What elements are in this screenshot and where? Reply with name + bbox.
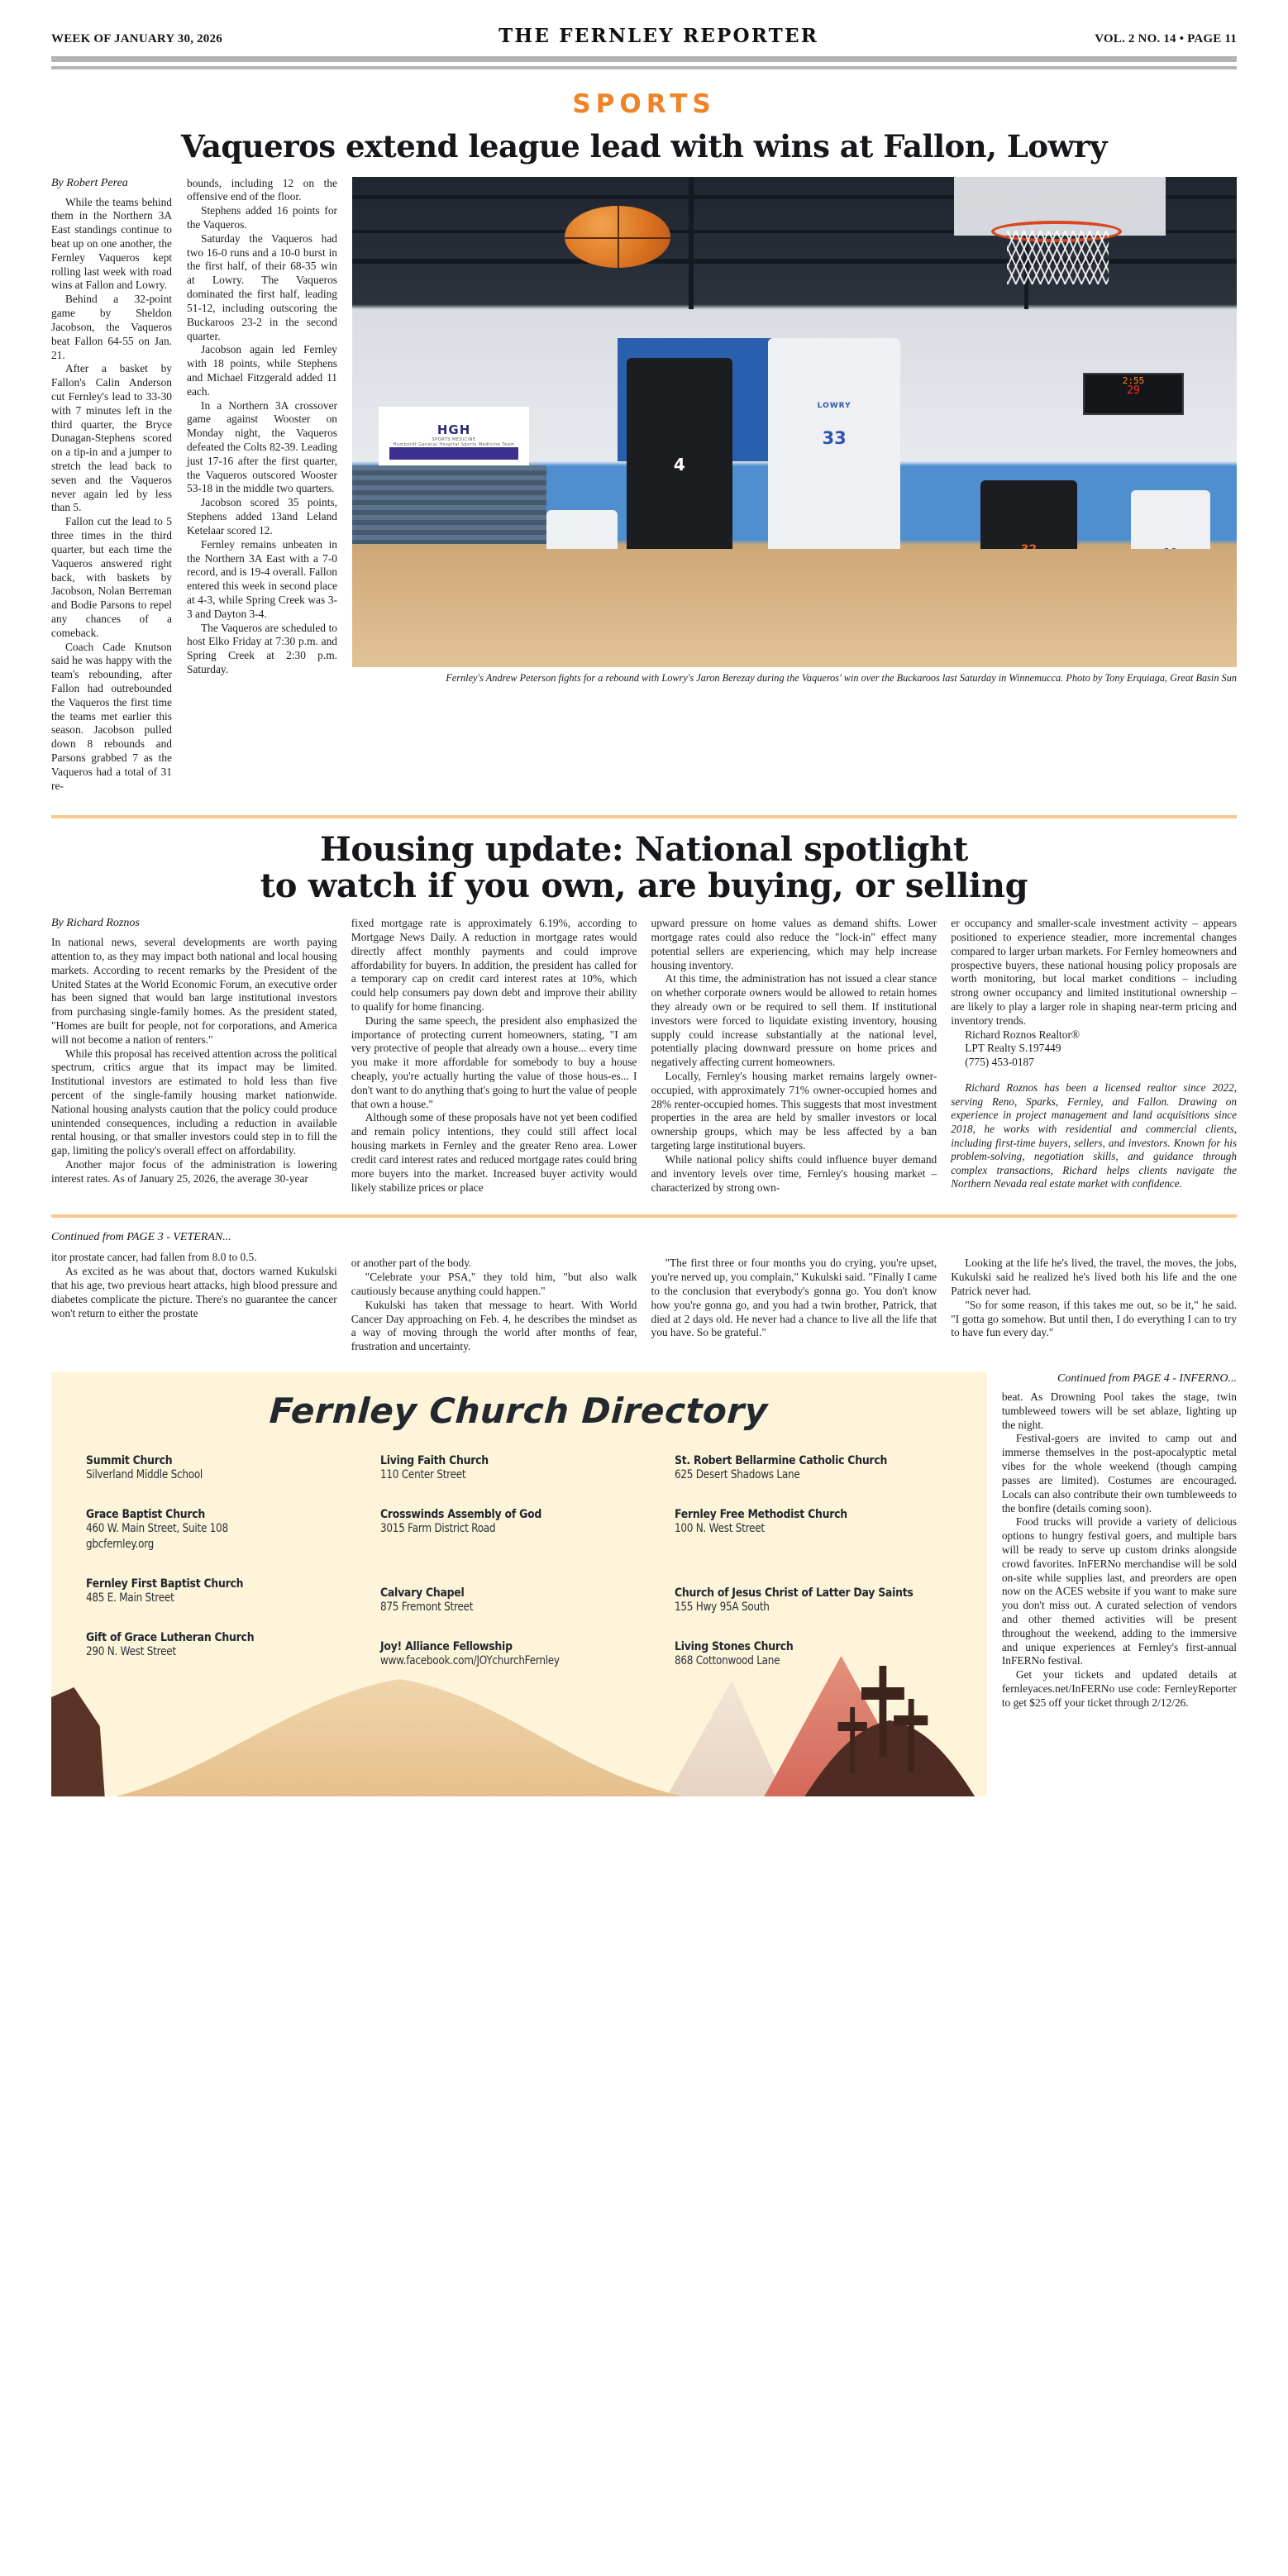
paragraph: upward pressure on home values as demand shifts. Lower mortgage rates could also reduce the "lock-in" effect many potential sellers are experiencing, which may help increase housing inventory. <box>651 917 937 971</box>
paragraph: Coach Cade Knutson said he was happy with the team's rebounding, after Fallon had outrebounded the Vaqueros the first time the teams met earlier this season. Jacobson pulled down 8 rebounds and Parsons grabbed 7 as the Vaqueros had a total of 31 re- <box>51 640 172 792</box>
list-item <box>380 1640 648 1669</box>
paragraph: As excited as he was about that, doctors warned Kukulski that his age, two previous heart attacks, high blood pressure and diabetes complicate the picture. There's no guarantee the cancer won't return to either the prostate <box>51 1265 337 1319</box>
church-name: Fernley First Baptist Church <box>86 1577 244 1591</box>
sponsor-detail: Humboldt General Hospital Sports Medicine Team <box>393 442 515 448</box>
list-item <box>380 1454 648 1483</box>
housing-column-2 <box>351 917 637 1195</box>
paragraph: "The first three or four months you do crying, you're upset, you're nerved up, you complain," Kukulski said. "Finally I came to the conclusion that everybody's gonna go. You don't know how you're gonna go, and you had a twin brother, Patrick, that died at 2 days old. He never had a chance to live all the life that you have. So be grateful." <box>651 1257 937 1339</box>
church-address: 875 Fremont Street <box>380 1600 474 1614</box>
church-name: Living Faith Church <box>380 1454 489 1468</box>
paragraph: Another major focus of the administration is lowering interest rates. As of January 25, 2026, the average 30-year <box>51 1158 337 1185</box>
bleachers <box>352 465 546 544</box>
church-directory <box>51 1372 987 1796</box>
bottom-section <box>51 1372 1237 1796</box>
scoreboard-number: 29 <box>1127 384 1140 398</box>
paragraph: At this time, the administration has not issued a clear stance on whether corporate owners would be allowed to retain homes they already own or be required to sell them. If institutional investors were forced to liquidate existing inventory, housing supply could increase substantially at the national level, potentially placing downward pressure on home prices and negatively affecting current homeowners. <box>651 972 937 1069</box>
paragraph: itor prostate cancer, had fallen from 8.0 to 0.5. <box>51 1251 257 1264</box>
list-item <box>380 1586 648 1615</box>
inferno-continued-column <box>1002 1372 1237 1796</box>
housing-byline: By Richard Roznos <box>51 917 140 930</box>
masthead-title: THE FERNLEY REPORTER <box>499 25 819 47</box>
veteran-continued-article <box>51 1231 1237 1354</box>
paragraph: Jacobson scored 35 points, Stephens added 13and Leland Ketelaar scored 12. <box>187 496 337 537</box>
continued-from-veteran: Continued from PAGE 3 - VETERAN... <box>51 1231 231 1244</box>
paragraph: Food trucks will provide a variety of delicious options to hungry festival goers, and multiple bars will be ready to serve up custom drinks alongside crowd favorites. InFERNo merchandise will be sold on-site while supplies last, and preorders are open now on the ACES website if you want to make sure you don't miss out. A curated selection of vendors and other themed activities will be present throughout the weekend, adding to the immersive and unique experiences at Fernley's first-annual InFERNo festival. <box>1001 1515 1237 1667</box>
masthead-date: WEEK OF JANUARY 30, 2026 <box>51 32 222 45</box>
paragraph: While the teams behind them in the Northern 3A East standings continue to beat up on one another, the Fernley Vaqueros kept rolling last week with road wins at Fallon and Lowry. <box>51 195 172 292</box>
paragraph: Fernley remains unbeaten in the Northern 3A East with a 7-0 record, and is 19-4 overall. Fallon entered this week in second place at 4-3, while Spring Creek was 3-3 and Dayton 3-4. <box>187 537 337 620</box>
paragraph: The Vaqueros are scheduled to host Elko Friday at 7:30 p.m. and Spring Creek at 2:30 p.m. Saturday. <box>187 621 337 676</box>
paragraph: "So for some reason, if this takes me out, so be it," he said. "I gotta go somehow. But until then, I do everything I can to try to have fun every day." <box>951 1298 1237 1339</box>
veteran-column-3 <box>651 1231 937 1354</box>
realtor-license: LPT Realty S.197449 <box>965 1042 1061 1055</box>
church-address: 290 N. West Street <box>86 1644 176 1658</box>
church-website[interactable]: www.facebook.com/JOYchurchFernley <box>380 1653 560 1667</box>
church-address: 485 E. Main Street <box>86 1591 174 1605</box>
list-item <box>675 1586 952 1615</box>
continued-from-inferno: Continued from PAGE 4 - INFERNO... <box>1057 1372 1237 1386</box>
scoreboard <box>1083 373 1184 415</box>
church-name: Church of Jesus Christ of Latter Day Saints <box>675 1586 914 1600</box>
list-item <box>86 1454 354 1483</box>
directory-columns <box>51 1431 987 1694</box>
list-item <box>675 1508 952 1537</box>
sponsor-bar <box>389 447 518 460</box>
sports-column-1 <box>51 177 172 794</box>
scoreboard-time: 2:55 <box>1122 374 1145 386</box>
masthead-rule-thin <box>51 66 1237 69</box>
basketball-rebound-photo <box>352 177 1237 667</box>
church-name: Gift of Grace Lutheran Church <box>86 1630 255 1644</box>
gym-floor <box>352 549 1237 666</box>
basketball-icon <box>565 206 670 268</box>
spacer <box>380 1562 648 1586</box>
paragraph: "Celebrate your PSA," they told him, "but also walk cautiously because anything could happen." <box>351 1271 637 1297</box>
church-website[interactable]: gbcfernley.org <box>86 1537 155 1551</box>
paragraph: In a Northern 3A crossover game against Wooster on Monday night, the Vaqueros defeated the Colts 82-39. Leading just 17-16 after the first quarter, the Vaqueros outscored Wooster 53-18 in the middle two quarters. <box>187 398 337 495</box>
sponsor-subtitle: SPORTS MEDICINE <box>432 437 476 443</box>
list-item <box>86 1508 354 1553</box>
paragraph: Behind a 32-point game by Sheldon Jacobson, the Vaqueros beat Fallon 64-55 on Jan. 21. <box>51 293 172 361</box>
divider-orange-veteran <box>51 1214 1237 1218</box>
housing-column-4 <box>951 917 1237 1195</box>
list-item <box>675 1454 952 1483</box>
church-name: Crosswinds Assembly of God <box>380 1507 542 1521</box>
paragraph: While this proposal has received attention across the political spectrum, critics argue that its impact may be limited. Institutional investors are estimated to hold less than five percent of the single-family housing market nationwide. National housing analysts caution that the policy could produce unintended consequences, including a reduction in available rental housing, or that smaller investors could step in to fill the gap, limiting the policy's overall effect on affordability. <box>51 1047 337 1157</box>
player-vaqueros-4: 4 <box>627 358 732 627</box>
church-name: Calvary Chapel <box>380 1586 465 1600</box>
paragraph: Saturday the Vaqueros had two 16-0 runs and a 10-0 burst in the first half, of their 68-35 win at Lowry. The Vaqueros dominated the first half, leading 51-12, including outscoring the Buckaroos 23-2 in the second quarter. <box>187 231 337 342</box>
sports-photo-block <box>352 177 1237 794</box>
list-item <box>380 1508 648 1537</box>
realtor-bio: Richard Roznos has been a licensed realtor since 2022, serving Reno, Sparks, Fernley, and Fallon. Drawing on experience in project management and land acquisitions since 2018, he works with residential and commercial clients, including first-time buyers, sellers, and investors. Known for his problem-solving, negotiation skills, and guidance through complex transactions, Richard helps clients navigate the Northern Nevada real estate market with confidence. <box>951 1081 1237 1190</box>
church-address: 110 Center Street <box>380 1468 466 1482</box>
paragraph: Looking at the life he's lived, the travel, the moves, the jobs, Kukulski said he realized he's lived both his life and the one Patrick never had. <box>951 1257 1237 1297</box>
housing-headline-line1: Housing update: National spotlight <box>319 829 969 869</box>
paragraph: Festival-goers are invited to camp out and immerse themselves in the post-apocalyptic metal vibes for the whole weekend (though camping passes are limited). Costumes are encouraged. Locals can also contribute their own tumbleweeds to the bonfire (details coming soon). <box>1001 1432 1237 1515</box>
church-address: 868 Cottonwood Lane <box>675 1653 780 1667</box>
list-item <box>675 1640 952 1669</box>
paragraph: fixed mortgage rate is approximately 6.19%, according to Mortgage News Daily. A reduction in mortgage rates would directly affect monthly payments and could improve affordability for buyers. In addition, the president has called for a temporary cap on credit card interest rates at 10%, which could help consumers pay down debt and improve their ability to qualify for home financing. <box>351 917 637 1013</box>
sports-headline: Vaqueros extend league lead with wins at Fallon, Lowry <box>181 128 1107 165</box>
church-name: St. Robert Bellarmine Catholic Church <box>675 1454 888 1468</box>
directory-column-1 <box>86 1454 354 1694</box>
church-address: 155 Hwy 95A South <box>675 1600 770 1614</box>
masthead-rule-thick <box>51 56 1237 62</box>
section-label-sports: SPORTS <box>572 89 716 119</box>
player-lowry-33: 33 LOWRY <box>768 338 901 627</box>
church-name: Joy! Alliance Fellowship <box>380 1639 513 1653</box>
sports-column-2 <box>187 177 337 794</box>
masthead-volume: VOL. 2 NO. 14 • PAGE 11 <box>1095 32 1237 45</box>
paragraph: During the same speech, the president also emphasized the importance of protecting current homeowners, stating, "I am very protective of people that already own a house... every time you make it more affordable for somebody to buy a house cheaply, you're actually hurting the value of those hous-es... I don't want to do anything that's going to hurt the value of people that own a house." <box>351 1014 637 1110</box>
paragraph: Fallon cut the lead to 5 three times in the third quarter, but each time the Vaqueros answered right back, with baskets by Jacobson, Nolan Berreman and Bodie Parsons to repel any chances of a comeback. <box>51 515 172 639</box>
church-address: 100 N. West Street <box>675 1521 766 1535</box>
paragraph: bounds, including 12 on the offensive end of the floor. <box>187 176 337 203</box>
paragraph: beat. As Drowning Pool takes the stage, twin tumbleweed towers will be set ablaze, lighting up the night. <box>1001 1391 1237 1431</box>
sports-byline: By Robert Perea <box>51 176 128 189</box>
paragraph: or another part of the body. <box>351 1257 472 1270</box>
paragraph: Although some of these proposals have not yet been codified and remain policy intentions, they could still affect local housing markets in Fernley and the greater Reno area. Lower credit card interest rates and reduced mortgage rates could bring more buyers into the market. Increased buyer activity would likely stabilize prices or place <box>351 1111 637 1194</box>
church-address: 3015 Farm District Road <box>380 1521 496 1535</box>
directory-column-3 <box>675 1454 952 1694</box>
church-name: Grace Baptist Church <box>86 1507 205 1521</box>
veteran-column-4 <box>951 1231 1237 1354</box>
paragraph: Locally, Fernley's housing market remains largely owner-occupied, with approximately 71% owner-occupied homes and 28% renter-occupied homes. This suggests that most investment properties in the area are held by smaller investors or local ownership groups, which may be less affected by a ban targeting large institutional buyers. <box>651 1070 937 1152</box>
photo-caption: Fernley's Andrew Peterson fights for a rebound with Lowry's Jaron Berezay during the Vaqueros' win over the Buckaroos last Saturday in Winnemucca. Photo by Tony Erquiaga, Great Basin Sun <box>446 671 1237 684</box>
divider-orange-housing <box>51 815 1237 818</box>
directory-title: Fernley Church Directory <box>268 1391 769 1432</box>
church-address: 625 Desert Shadows Lane <box>675 1468 800 1482</box>
paragraph: Get your tickets and updated details at fernleyaces.net/InFERNo use code: FernleyReporter to get $25 off your ticket through 2/12/26. <box>1001 1668 1237 1709</box>
paragraph: er occupancy and smaller-scale investment activity – appears positioned to experience steadier, more incremental changes compared to larger urban markets. For Fernley homeowners and prospective buyers, these national housing policy proposals are worth monitoring, but local market conditions – including strong owner occupancy and limited institutional ownership – are likely to play a larger role in shaping near-term pricing and inventory trends. <box>951 917 1237 1027</box>
paragraph: Kukulski has taken that message to heart. With World Cancer Day approaching on Feb. 4, he describes the mindset as a way of moving through the world after months of fear, frustration and uncertainty. <box>351 1298 637 1353</box>
directory-column-2 <box>380 1454 648 1694</box>
church-name: Summit Church <box>86 1454 173 1468</box>
sports-article <box>51 177 1237 794</box>
list-item <box>86 1631 354 1660</box>
paragraph: While national policy shifts could influence buyer demand and inventory levels over time, Fernley's housing market – characterized by strong own- <box>651 1152 937 1194</box>
church-name: Living Stones Church <box>675 1639 794 1653</box>
masthead <box>51 0 1237 47</box>
housing-headline-line2: to watch if you own, are buying, or selling <box>260 866 1028 906</box>
realtor-name: Richard Roznos Realtor® <box>965 1028 1080 1041</box>
sponsor-logo-text: HGH <box>436 422 471 438</box>
veteran-column-2 <box>351 1231 637 1354</box>
housing-column-3 <box>651 917 937 1195</box>
realtor-phone: (775) 453-0187 <box>965 1056 1034 1069</box>
list-item <box>86 1577 354 1606</box>
veteran-column-1 <box>51 1231 337 1354</box>
paragraph: In national news, several developments are worth paying attention to, as they may impact both national and local housing markets. According to recent remarks by the President of the United States at the World Economic Forum, an executive order has been signed that would ban large institutional investors from purchasing single-family homes. As the president stated, "Homes are built for people, not for corporations, and America will not become a nation of renters." <box>51 936 337 1046</box>
housing-article <box>51 917 1237 1195</box>
spacer <box>675 1562 952 1586</box>
church-name: Fernley Free Methodist Church <box>675 1507 848 1521</box>
church-address: 460 W. Main Street, Suite 108 <box>86 1521 228 1535</box>
housing-column-1 <box>51 917 337 1195</box>
hoop-net <box>1007 231 1109 284</box>
church-address: Silverland Middle School <box>86 1468 203 1482</box>
paragraph: After a basket by Fallon's Calin Anderson cut Fernley's lead to 33-30 with 7 minutes left in the third quarter, the Bryce Dunagan-Stephens scored on a tip-in and a jumper to stretch the lead back to seven and the Vaqueros never again led by less than 5. <box>51 362 172 514</box>
paragraph: Stephens added 16 points for the Vaqueros. <box>187 204 337 231</box>
paragraph: Jacobson again led Fernley with 18 points, while Stephens and Michael Fitzgerald added 11 each. <box>187 343 337 398</box>
